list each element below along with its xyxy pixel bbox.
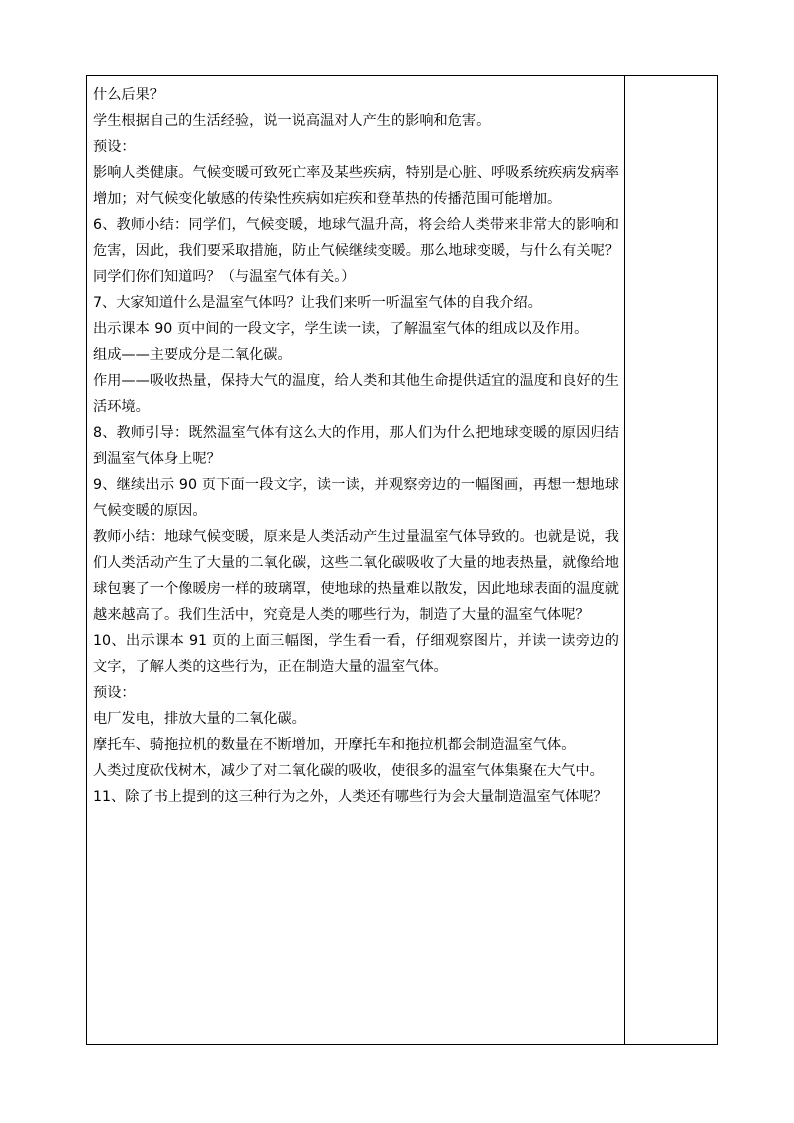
paragraph-13: 10、出示课本 91 页的上面三幅图，学生看一看，仔细观察图片，并读一读旁边的文字，了解人类的这些行为，正在制造大量的温室气体。 <box>93 633 619 675</box>
paragraph-6: 7、大家知道什么是温室气体吗？让我们来听一听温室气体的自我介绍。 <box>93 295 542 311</box>
paragraph-10: 8、教师引导：既然温室气体有这么大的作用，那人们为什么把地球变暖的原因归结到温室气体身上呢？ <box>93 425 619 467</box>
notes-cell <box>625 76 717 1044</box>
paragraph-18: 11、除了书上提到的这三种行为之外，人类还有哪些行为会大量制造温室气体呢？ <box>93 789 608 805</box>
paragraph-11: 9、继续出示 90 页下面一段文字，读一读，并观察旁边的一幅图画，再想一想地球气候变暖的原因。 <box>93 477 619 519</box>
paragraph-2: 学生根据自己的生活经验，说一说高温对人产生的影响和危害。 <box>93 113 491 129</box>
paragraph-1: 什么后果？ <box>93 87 164 103</box>
paragraph-8: 组成——主要成分是二氧化碳。 <box>93 347 292 363</box>
paragraph-14: 预设： <box>93 685 136 701</box>
lesson-content-cell <box>93 82 619 810</box>
paragraph-5: 6、教师小结：同学们，气候变暖，地球气温升高，将会给人类带来非常大的影响和危害，因此，我们要采取措施，防止气候继续变暖。那么地球变暖，与什么有关呢？同学们你们知道吗？（与温室气体有关。） <box>93 217 619 285</box>
paragraph-15: 电厂发电，排放大量的二氧化碳。 <box>93 711 306 727</box>
paragraph-3: 预设： <box>93 139 136 155</box>
lesson-table <box>86 75 718 1045</box>
paragraph-16: 摩托车、骑拖拉机的数量在不断增加，开摩托车和拖拉机都会制造温室气体。 <box>93 737 576 753</box>
paragraph-4: 影响人类健康。气候变暖可致死亡率及某些疾病，特别是心脏、呼吸系统疾病发病率增加；对气候变化敏感的传染性疾病如疟疾和登革热的传播范围可能增加。 <box>93 165 619 207</box>
paragraph-9: 作用——吸收热量，保持大气的温度，给人类和其他生命提供适宜的温度和良好的生活环境。 <box>93 373 619 415</box>
paragraph-7: 出示课本 90 页中间的一段文字，学生读一读，了解温室气体的组成以及作用。 <box>93 321 589 337</box>
paragraph-17: 人类过度砍伐树木，减少了对二氧化碳的吸收，使很多的温室气体集聚在大气中。 <box>93 763 604 779</box>
paragraph-12: 教师小结：地球气候变暖，原来是人类活动产生过量温室气体导致的。也就是说，我们人类活动产生了大量的二氧化碳，这些二氧化碳吸收了大量的地表热量，就像给地球包裹了一个像暖房一样的玻璃罩，使地球的热量难以散发，因此地球表面的温度就越来越高了。我们生活中，究竟是人类的哪些行为，制造了大量的温室气体呢？ <box>93 529 619 623</box>
